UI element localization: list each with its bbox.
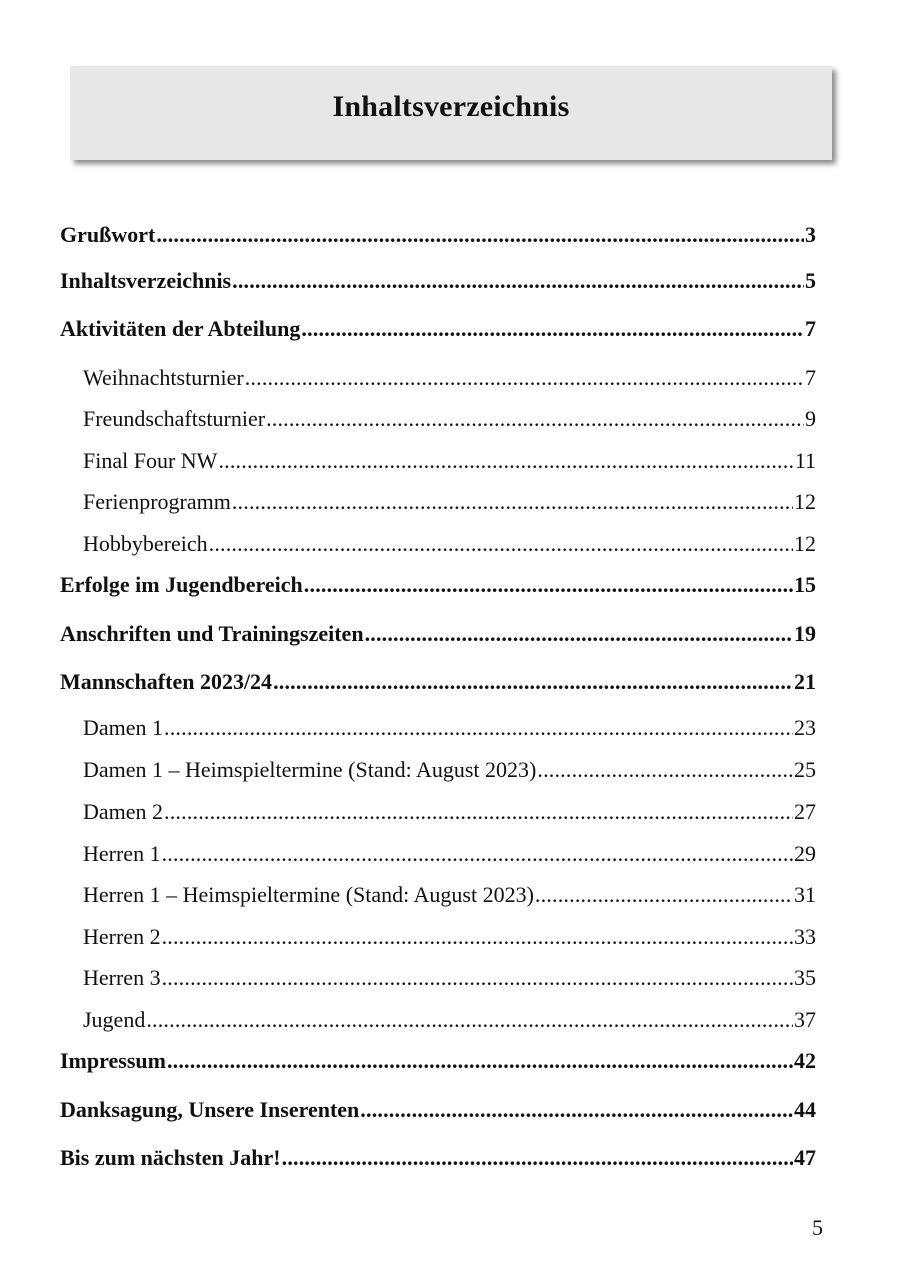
dot-leader [365, 620, 793, 648]
toc-entry-page: 37 [794, 1007, 816, 1032]
toc-entry-herren-1[interactable] [60, 840, 816, 868]
toc-entry-label: Weihnachtsturnier [83, 365, 244, 390]
dot-leader [301, 315, 804, 343]
dot-leader [209, 530, 793, 558]
page-number: 5 [812, 1215, 823, 1240]
toc-entry-page: 12 [794, 489, 816, 514]
toc-entry-label: Anschriften und Trainingszeiten [60, 621, 364, 646]
toc-entry-page: 31 [794, 882, 816, 907]
toc-entry-label: Herren 1 [83, 841, 161, 866]
toc-entry-page: 35 [794, 965, 816, 990]
toc-entry-freundschaftsturnier[interactable] [60, 405, 816, 433]
page-title: Inhaltsverzeichnis [332, 90, 570, 123]
dot-leader [304, 571, 793, 599]
toc-entry-grusswort[interactable] [60, 221, 816, 249]
toc-entry-page: 44 [794, 1097, 816, 1122]
dot-leader [162, 840, 793, 868]
toc-entry-label: Bis zum nächsten Jahr! [60, 1145, 281, 1170]
toc-entry-label: Freundschaftsturnier [83, 406, 266, 431]
toc-entry-label: Inhaltsverzeichnis [60, 268, 232, 293]
toc-entry-label: Damen 1 – Heimspieltermine (Stand: August 2023) [83, 757, 537, 782]
toc-entry-anschriften[interactable] [60, 620, 816, 648]
toc-entry-label: Erfolge im Jugendbereich [60, 572, 303, 597]
toc-entry-page: 7 [805, 316, 816, 341]
toc-entry-label: Danksagung, Unsere Inserenten [60, 1097, 360, 1122]
toc-entry-page: 5 [805, 268, 816, 293]
dot-leader [146, 1006, 793, 1034]
toc-entry-aktivitaeten[interactable] [60, 315, 816, 343]
dot-leader [537, 756, 793, 784]
toc-entry-page: 12 [794, 531, 816, 556]
toc-entry-erfolge-jugend[interactable] [60, 571, 816, 599]
toc-entry-page: 29 [794, 841, 816, 866]
toc-entry-herren-1-heimspiel[interactable] [60, 881, 816, 909]
toc-entry-danksagung[interactable] [60, 1096, 816, 1124]
toc-entry-page: 33 [794, 924, 816, 949]
dot-leader [266, 405, 804, 433]
dot-leader [218, 447, 793, 475]
toc-entry-label: Ferienprogramm [83, 489, 231, 514]
toc-entry-page: 27 [794, 799, 816, 824]
toc-entry-herren-3[interactable] [60, 964, 816, 992]
toc-entry-page: 47 [794, 1145, 816, 1170]
toc-entry-page: 15 [794, 572, 816, 597]
toc-entry-weihnachtsturnier[interactable] [60, 364, 816, 392]
toc-entry-label: Final Four NW [83, 448, 218, 473]
dot-leader [245, 364, 804, 392]
toc-entry-label: Hobbybereich [83, 531, 208, 556]
dot-leader [167, 1047, 793, 1075]
toc-entry-label: Herren 2 [83, 924, 161, 949]
toc-entry-mannschaften[interactable] [60, 668, 816, 696]
toc-entry-page: 25 [794, 757, 816, 782]
dot-leader [162, 923, 793, 951]
toc-entry-label: Impressum [60, 1048, 166, 1073]
toc-entry-label: Mannschaften 2023/24 [60, 669, 273, 694]
toc-entry-page: 7 [805, 365, 816, 390]
dot-leader [282, 1144, 793, 1172]
toc-entry-page: 3 [805, 222, 816, 247]
toc-entry-damen-1[interactable] [60, 714, 816, 742]
toc-entry-impressum[interactable] [60, 1047, 816, 1075]
dot-leader [162, 964, 793, 992]
toc-entry-label: Herren 3 [83, 965, 161, 990]
toc-entry-page: 11 [794, 448, 816, 473]
dot-leader [232, 488, 793, 516]
toc-entry-label: Aktivitäten der Abteilung [60, 316, 301, 341]
dot-leader [273, 668, 793, 696]
table-of-contents [60, 0, 816, 1280]
toc-entry-label: Grußwort [60, 222, 156, 247]
toc-entry-damen-1-heimspiel[interactable] [60, 756, 816, 784]
toc-entry-inhaltsverzeichnis[interactable] [60, 267, 816, 295]
toc-entry-final-four[interactable] [60, 447, 816, 475]
toc-entry-naechstes-jahr[interactable] [60, 1144, 816, 1172]
toc-entry-label: Herren 1 – Heimspieltermine (Stand: August 2023) [83, 882, 534, 907]
toc-entry-label: Jugend [83, 1007, 146, 1032]
toc-entry-ferienprogramm[interactable] [60, 488, 816, 516]
dot-leader [156, 221, 804, 249]
toc-entry-damen-2[interactable] [60, 798, 816, 826]
toc-entry-label: Damen 1 [83, 715, 164, 740]
toc-entry-page: 23 [794, 715, 816, 740]
toc-entry-jugend[interactable] [60, 1006, 816, 1034]
dot-leader [360, 1096, 793, 1124]
dot-leader [535, 881, 793, 909]
toc-entry-label: Damen 2 [83, 799, 164, 824]
toc-entry-hobbybereich[interactable] [60, 530, 816, 558]
dot-leader [232, 267, 804, 295]
dot-leader [164, 798, 793, 826]
toc-entry-herren-2[interactable] [60, 923, 816, 951]
toc-entry-page: 21 [794, 669, 816, 694]
toc-entry-page: 42 [794, 1048, 816, 1073]
toc-entry-page: 19 [794, 621, 816, 646]
dot-leader [164, 714, 793, 742]
toc-entry-page: 9 [805, 406, 816, 431]
